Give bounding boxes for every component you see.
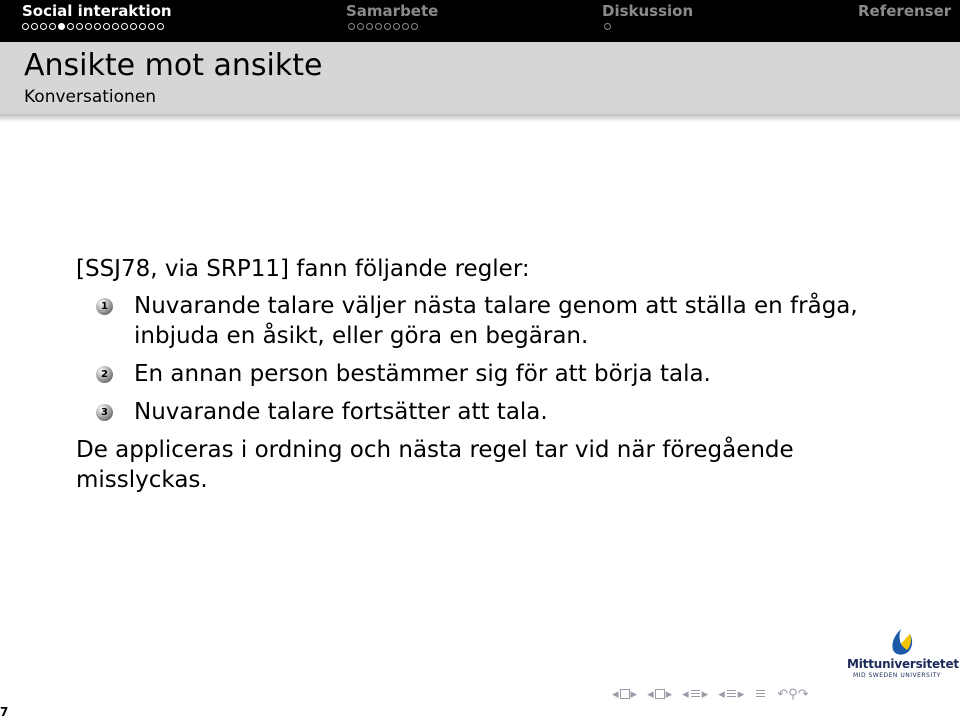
slide-dot-icon[interactable] — [148, 23, 155, 30]
slide-dot-icon[interactable] — [121, 23, 128, 30]
slide-dot-icon[interactable] — [411, 23, 418, 30]
slide-dot-icon[interactable] — [103, 23, 110, 30]
enumeration-ball-icon: 1 — [96, 298, 113, 315]
slide-dot-icon[interactable] — [402, 23, 409, 30]
title-shadow — [0, 114, 960, 122]
nav-slide-dots — [22, 23, 164, 30]
section-icon[interactable] — [691, 690, 700, 699]
slide-dot-icon[interactable] — [31, 23, 38, 30]
slide-dot-icon[interactable] — [76, 23, 83, 30]
frame-icon[interactable] — [620, 689, 630, 699]
rule-text: Nuvarande talare väljer nästa talare genom att ställa en fråga, inbjuda en åsikt, eller göra en begäran. — [134, 293, 858, 349]
slide-dot-icon[interactable] — [139, 23, 146, 30]
outro-text: De appliceras i ordning och nästa regel tar vid när föregående misslyckas. — [76, 437, 794, 493]
subsection-next-arrow-icon[interactable]: ▸ — [665, 686, 673, 702]
slide-dot-icon[interactable] — [604, 23, 611, 30]
document-next-arrow-icon[interactable]: ▸ — [737, 686, 745, 702]
nav-section-title[interactable]: Social interaktion — [22, 2, 172, 20]
slide-dot-icon[interactable] — [49, 23, 56, 30]
logo-subtitle: MID SWEDEN UNIVERSITY — [853, 672, 941, 679]
document-icon[interactable] — [727, 690, 736, 699]
beamer-navigation-symbols — [612, 685, 809, 703]
slide-dot-icon[interactable] — [157, 23, 164, 30]
slide-dot-icon[interactable] — [130, 23, 137, 30]
slide-dot-icon[interactable] — [22, 23, 29, 30]
nav-slide-dots — [348, 23, 418, 30]
intro-text: [SSJ78, via SRP11] fann följande regler: — [76, 256, 530, 282]
nav-section-title[interactable]: Diskussion — [602, 2, 694, 20]
section-navigation-bar — [0, 0, 960, 42]
section-next-arrow-icon[interactable]: ▸ — [701, 686, 709, 702]
frame-prev-arrow-icon[interactable]: ◂ — [612, 686, 619, 702]
section-prev-arrow-icon[interactable]: ◂ — [682, 686, 689, 702]
slide-dot-icon[interactable] — [58, 23, 65, 30]
logo-mark-icon — [887, 628, 915, 658]
list-item — [76, 291, 876, 351]
slide-dot-icon[interactable] — [384, 23, 391, 30]
enumeration-ball-icon: 2 — [96, 366, 113, 383]
slide-dot-icon[interactable] — [67, 23, 74, 30]
slide-dot-icon[interactable] — [112, 23, 119, 30]
slide-dot-icon[interactable] — [357, 23, 364, 30]
list-item — [76, 397, 876, 427]
slide-dot-icon[interactable] — [366, 23, 373, 30]
slide-content — [76, 254, 876, 495]
nav-section-title[interactable]: Referenser — [858, 2, 952, 20]
list-item — [76, 359, 876, 389]
page-subtitle: Konversationen — [24, 87, 157, 107]
document-prev-arrow-icon[interactable]: ◂ — [718, 686, 725, 702]
search-icon[interactable]: ⚲ — [788, 686, 798, 702]
page-number: 7 — [0, 705, 9, 719]
frame-title-block — [0, 42, 960, 114]
forward-icon[interactable]: ↷ — [797, 686, 809, 702]
rule-text: Nuvarande talare fortsätter att tala. — [134, 399, 548, 425]
slide-dot-icon[interactable] — [40, 23, 47, 30]
slide-dot-icon[interactable] — [393, 23, 400, 30]
nav-slide-dots — [604, 23, 611, 30]
rule-text: En annan person bestämmer sig för att börja tala. — [134, 361, 711, 387]
rule-list — [76, 291, 876, 427]
back-icon[interactable]: ↶ — [777, 686, 789, 702]
frame-next-arrow-icon[interactable]: ▸ — [630, 686, 638, 702]
slide-dot-icon[interactable] — [94, 23, 101, 30]
nav-section-title[interactable]: Samarbete — [346, 2, 439, 20]
slide-dot-icon[interactable] — [85, 23, 92, 30]
page-title: Ansikte mot ansikte — [24, 48, 323, 83]
university-logo — [847, 628, 959, 680]
appendix-icon[interactable] — [756, 690, 765, 699]
slide-dot-icon[interactable] — [348, 23, 355, 30]
logo-name: Mittuniversitetet — [847, 657, 959, 671]
slide-dot-icon[interactable] — [375, 23, 382, 30]
subsection-prev-arrow-icon[interactable]: ◂ — [647, 686, 654, 702]
enumeration-ball-icon: 3 — [96, 404, 113, 421]
slide-stack-icon[interactable] — [655, 689, 665, 699]
